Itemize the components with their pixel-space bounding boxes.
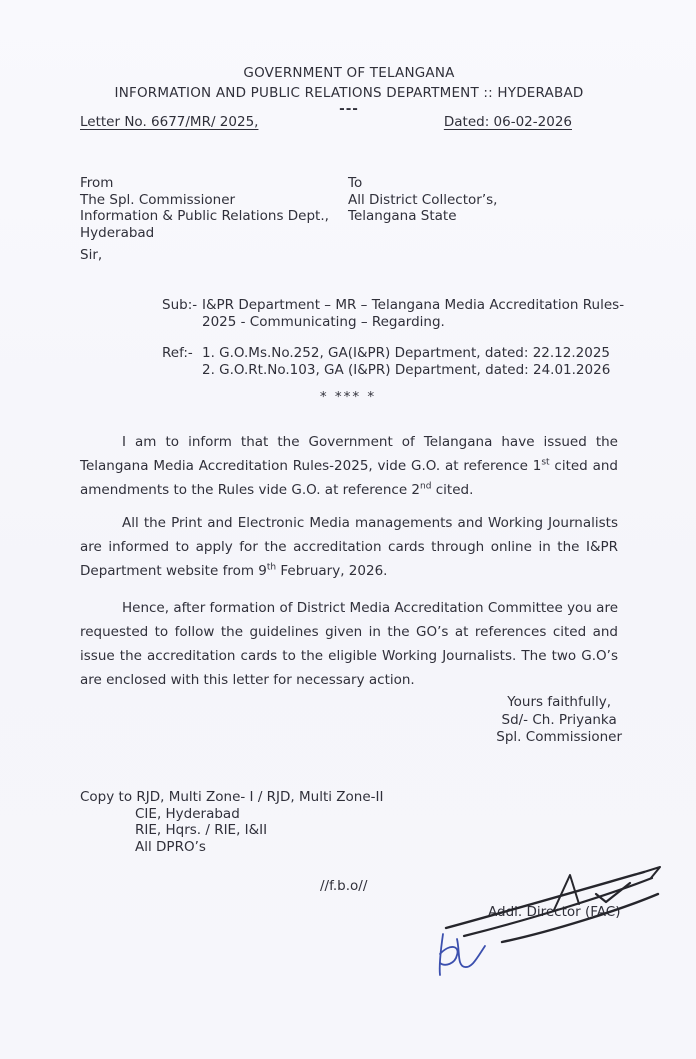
handwritten-initial-blue (428, 928, 490, 982)
from-label: From (80, 175, 114, 191)
paragraph-text: cited and amendments to the Rules vide G.O. at reference 2 (80, 458, 618, 498)
from-address (80, 175, 348, 241)
government-name: GOVERNMENT OF TELANGANA (243, 65, 455, 81)
reference-item-1: 1. G.O.Ms.No.252, GA(I&PR) Department, dated: 22.12.2025 (202, 345, 610, 361)
signed-name: Sd/- Ch. Priyanka (501, 711, 617, 728)
ordinal-superscript: th (266, 562, 277, 573)
department-name: INFORMATION AND PUBLIC RELATIONS DEPARTMENT :: HYDERABAD (114, 85, 584, 101)
paragraph-text: Hence, after formation of District Media Accreditation Committee you are requested to follow the guidelines given in the GO’s at references cited and issue the accreditation cards to the eligible Working Journalists. The two G.O’s are enclosed with this letter for necessary action. (80, 600, 618, 688)
countersign-designation: Addl. Director (FAC) (488, 904, 621, 920)
letter-date: Dated: 06-02-2026 (443, 114, 572, 130)
closing-phrase: Yours faithfully, (507, 694, 612, 710)
address-block (80, 175, 497, 241)
from-line-3: Hyderabad (80, 224, 155, 241)
star-separator: * *** * (319, 389, 377, 405)
to-address (348, 175, 497, 241)
body-paragraph-2 (80, 511, 618, 583)
ordinal-superscript: nd (420, 481, 432, 492)
letter-number: Letter No. 6677/MR/ 2025, (80, 114, 259, 130)
ordinal-superscript: st (541, 457, 550, 468)
to-label: To (348, 175, 363, 191)
subject-line-1: I&PR Department – MR – Telangana Media Accreditation Rules- (202, 297, 625, 313)
reference-item-2: 2. G.O.Rt.No.103, GA (I&PR) Department, dated: 24.01.2026 (202, 361, 611, 378)
copy-to-line-4: All DPRO’s (135, 838, 206, 855)
paragraph-text: I am to inform that the Government of Telangana have issued the Telangana Media Accreditation Rules-2025, vide G.O. at reference 1 (80, 434, 618, 474)
letter-meta-row (80, 114, 618, 130)
copy-to-block (80, 789, 384, 855)
subject-text (202, 297, 624, 330)
from-line-1: The Spl. Commissioner (80, 191, 236, 208)
body-paragraph-3 (80, 596, 618, 692)
signer-designation: Spl. Commissioner (496, 729, 622, 745)
to-line-1: All District Collector’s, (348, 191, 498, 208)
subject-label: Sub:- (162, 297, 198, 313)
reference-label: Ref:- (162, 345, 193, 361)
signature-block (496, 694, 622, 747)
paragraph-text: All the Print and Electronic Media managements and Working Journalists are informed to apply for the accreditation cards through online in the I&PR Department website from 9 (80, 515, 618, 579)
copy-to-line-1: Copy to RJD, Multi Zone- I / RJD, Multi Zone-II (80, 789, 384, 805)
fbo-mark: //f.b.o// (320, 878, 368, 894)
header-divider: --- (339, 101, 359, 117)
paragraph-text: February, 2026. (276, 563, 388, 579)
to-line-2: Telangana State (348, 208, 457, 224)
letterhead (80, 63, 618, 115)
body-paragraph-1 (80, 430, 618, 502)
reference-block (162, 345, 610, 378)
copy-to-line-2: CIE, Hyderabad (135, 805, 240, 822)
salutation: Sir, (80, 247, 103, 263)
copy-to-line-3: RIE, Hqrs. / RIE, I&II (135, 822, 268, 838)
from-line-2: Information & Public Relations Dept., (80, 208, 329, 224)
subject-line-2: 2025 - Communicating – Regarding. (202, 313, 445, 330)
paragraph-text: cited. (431, 482, 474, 498)
reference-items (202, 345, 610, 378)
subject-block (162, 297, 624, 330)
